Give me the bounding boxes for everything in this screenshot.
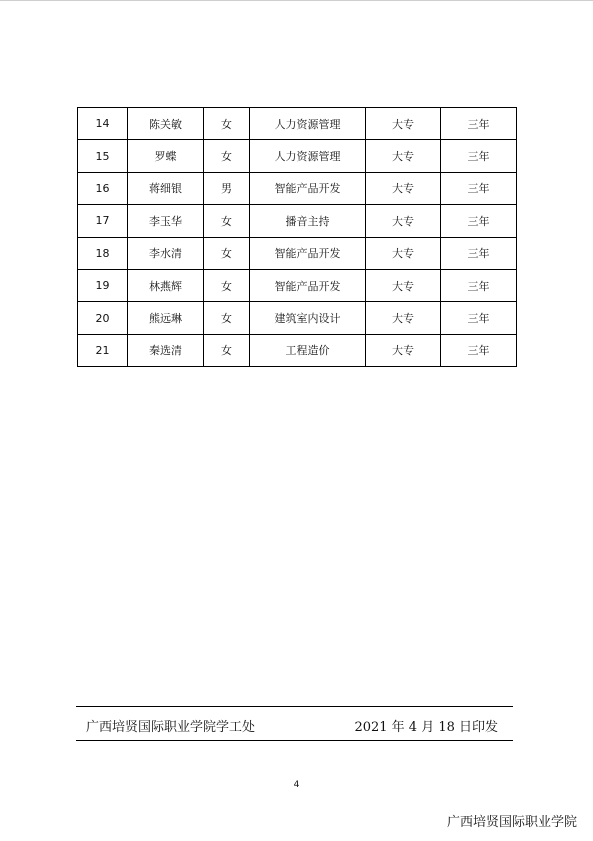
student-name: 罗蝶 [128,140,204,172]
education-level: 大专 [366,140,441,172]
education-level: 大专 [366,334,441,366]
row-number: 19 [78,269,128,301]
student-major: 智能产品开发 [250,237,366,269]
student-name: 李水清 [128,237,204,269]
student-major: 人力资源管理 [250,140,366,172]
student-gender: 男 [204,172,250,204]
roster-body [78,108,517,367]
student-gender: 女 [204,269,250,301]
table-row [78,172,517,204]
student-gender: 女 [204,334,250,366]
student-gender: 女 [204,302,250,334]
student-name: 林燕辉 [128,269,204,301]
student-gender: 女 [204,108,250,140]
issue-date: 2021 年 4 月 18 日印发 [354,720,498,735]
study-duration: 三年 [441,334,517,366]
school-watermark: 广西培贤国际职业学院 [446,815,577,830]
table-row [78,334,517,366]
row-number: 20 [78,302,128,334]
student-name: 蒋细银 [128,172,204,204]
student-roster-table [77,107,517,367]
student-major: 智能产品开发 [250,172,366,204]
page-top-border [0,0,593,1]
study-duration: 三年 [441,302,517,334]
issuer-name: 广西培贤国际职业学院学工处 [86,720,256,735]
row-number: 21 [78,334,128,366]
education-level: 大专 [366,302,441,334]
row-number: 16 [78,172,128,204]
education-level: 大专 [366,172,441,204]
student-gender: 女 [204,205,250,237]
page-number: 4 [293,780,300,790]
study-duration: 三年 [441,140,517,172]
study-duration: 三年 [441,205,517,237]
row-number: 15 [78,140,128,172]
student-major: 工程造价 [250,334,366,366]
table-row [78,108,517,140]
student-name: 李玉华 [128,205,204,237]
footer-bottom-rule [76,740,513,741]
student-gender: 女 [204,237,250,269]
student-major: 播音主持 [250,205,366,237]
row-number: 17 [78,205,128,237]
table-row [78,140,517,172]
education-level: 大专 [366,269,441,301]
education-level: 大专 [366,237,441,269]
table-row [78,237,517,269]
student-gender: 女 [204,140,250,172]
student-name: 秦选清 [128,334,204,366]
student-major: 建筑室内设计 [250,302,366,334]
study-duration: 三年 [441,108,517,140]
study-duration: 三年 [441,237,517,269]
table-row [78,269,517,301]
student-major: 人力资源管理 [250,108,366,140]
student-name: 陈关敏 [128,108,204,140]
table-row [78,205,517,237]
row-number: 18 [78,237,128,269]
education-level: 大专 [366,108,441,140]
table-row [78,302,517,334]
study-duration: 三年 [441,172,517,204]
student-name: 熊远琳 [128,302,204,334]
study-duration: 三年 [441,269,517,301]
row-number: 14 [78,108,128,140]
footer-top-rule [76,706,513,707]
student-major: 智能产品开发 [250,269,366,301]
education-level: 大专 [366,205,441,237]
